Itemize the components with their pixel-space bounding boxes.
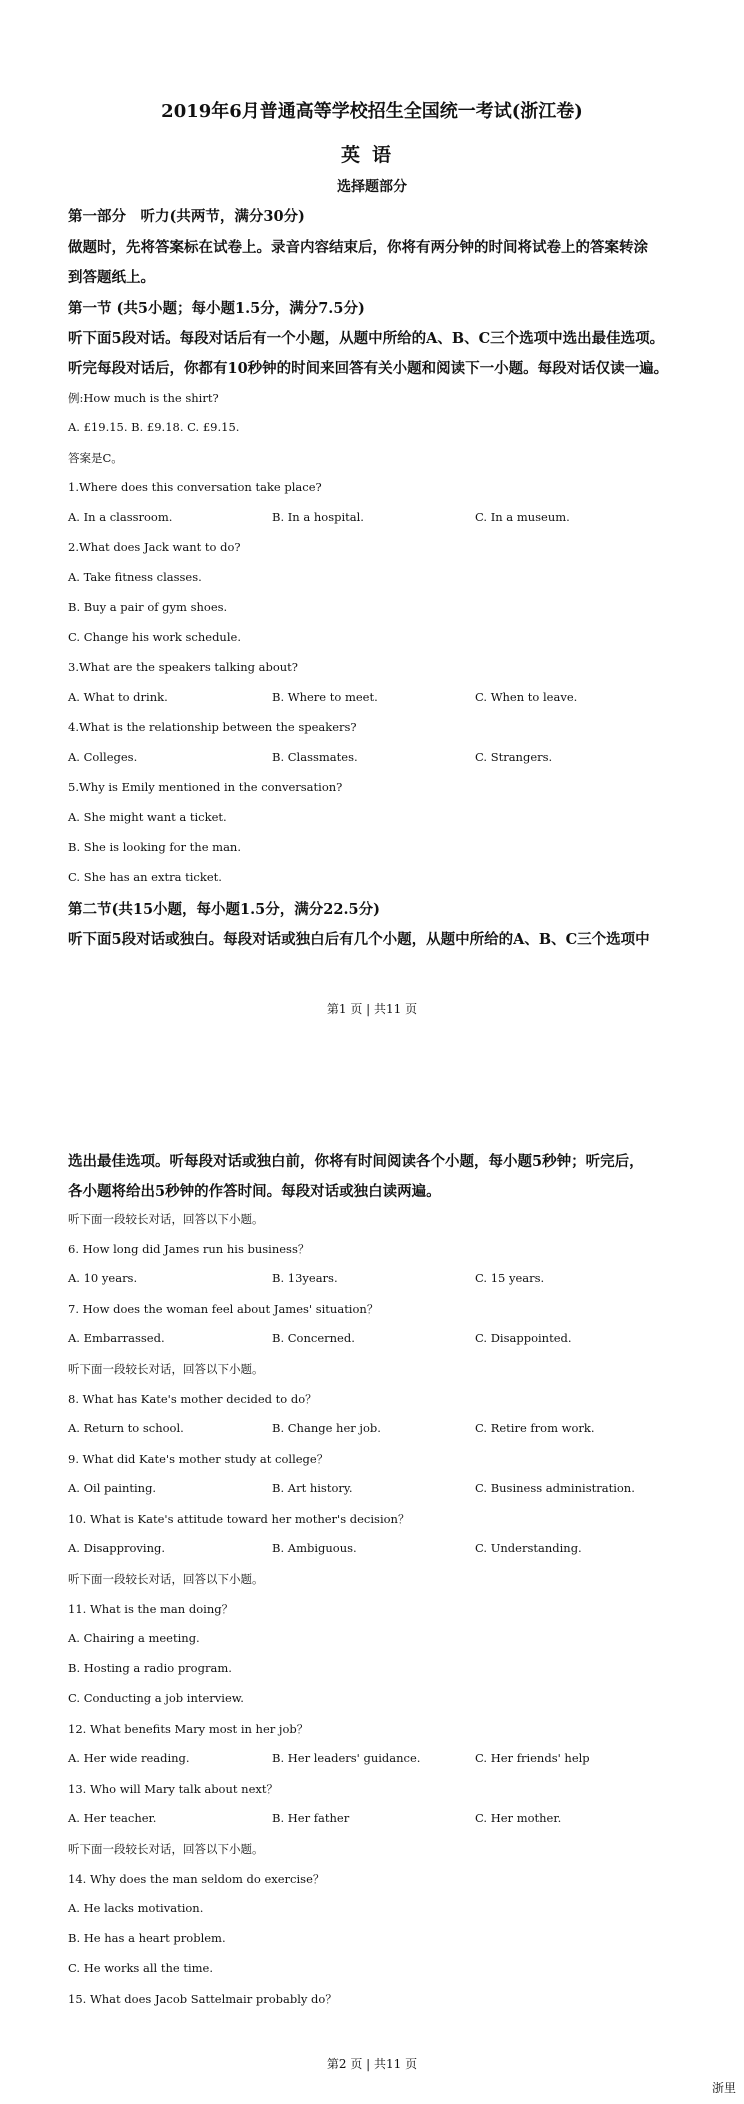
option-c: C. She has an extra ticket.: [68, 870, 222, 884]
question-text: 1.Where does this conversation take place?: [68, 480, 322, 494]
option-c: C. Change his work schedule.: [68, 630, 241, 644]
option-c: C. Conducting a job interview.: [68, 1691, 244, 1705]
example-question: 例:How much is the shirt?: [68, 391, 219, 405]
page-footer: 第2 页 | 共11 页: [326, 2057, 418, 2071]
part-label: 选择题部分: [337, 179, 407, 195]
question-text: 13. Who will Mary talk about next？: [68, 1782, 278, 1796]
option-c: C. Retire from work.: [475, 1421, 595, 1435]
option-c: C. Strangers.: [475, 750, 553, 764]
instruction-line: 到答题纸上。: [68, 269, 155, 286]
example-options: A. £19.15. B. £9.18. C. £9.15.: [68, 420, 240, 434]
option-b: B. Her father: [272, 1811, 350, 1825]
option-a: A. Oil painting.: [68, 1481, 157, 1495]
option-a: A. 10 years.: [68, 1271, 138, 1285]
question-text: 6. How long did James run his business？: [68, 1242, 310, 1256]
subsection1-heading: 第一节 (共5小题；每小题1.5分，满分7.5分): [68, 300, 365, 317]
option-b: B. Hosting a radio program.: [68, 1661, 232, 1675]
example-answer: 答案是C。: [68, 451, 123, 465]
page-2: [0, 1035, 744, 2104]
listen-instruction: 听下面一段较长对话，回答以下小题。: [68, 1212, 264, 1226]
option-b: B. 13years.: [272, 1271, 338, 1285]
option-a: A. Take fitness classes.: [68, 570, 202, 584]
option-b: B. Where to meet.: [272, 690, 378, 704]
option-a: A. He lacks motivation.: [68, 1901, 204, 1915]
option-b: B. Her leaders' guidance.: [272, 1751, 421, 1765]
corner-label: 浙里: [711, 2081, 736, 2095]
section1-heading: 第一部分 听力(共两节，满分30分): [68, 208, 305, 225]
option-a: A. Colleges.: [68, 750, 138, 764]
option-c: C. Her friends' help: [475, 1751, 590, 1765]
instruction-line: 听下面5段对话或独白。每段对话或独白后有几个小题，从题中所给的A、B、C三个选项中: [68, 931, 650, 948]
option-b: B. She is looking for the man.: [68, 840, 241, 854]
option-a: A. What to drink.: [68, 690, 168, 704]
option-a: A. Embarrassed.: [68, 1331, 165, 1345]
subsection2-heading: 第二节(共15小题，每小题1.5分，满分22.5分): [68, 901, 380, 918]
option-c: C. Her mother.: [475, 1811, 562, 1825]
question-text: 12. What benefits Mary most in her job？: [68, 1722, 309, 1736]
instruction-line: 各小题将给出5秒钟的作答时间。每段对话或独白读两遍。: [68, 1183, 441, 1200]
instruction-line: 做题时，先将答案标在试卷上。录音内容结束后，你将有两分钟的时间将试卷上的答案转涂: [68, 239, 648, 256]
question-text: 11. What is the man doing？: [68, 1602, 234, 1616]
instruction-line: 听下面5段对话。每段对话后有一个小题，从题中所给的A、B、C三个选项中选出最佳选项。: [68, 330, 665, 347]
page-1: [0, 0, 744, 1035]
option-c: C. Business administration.: [475, 1481, 635, 1495]
instruction-line: 听完每段对话后，你都有10秒钟的时间来回答有关小题和阅读下一小题。每段对话仅读一遍。: [68, 360, 669, 377]
option-a: A. Return to school.: [68, 1421, 184, 1435]
question-text: 8. What has Kate's mother decided to do？: [68, 1392, 317, 1406]
option-a: A. Chairing a meeting.: [68, 1631, 200, 1645]
option-b: B. Change her job.: [272, 1421, 381, 1435]
question-text: 10. What is Kate's attitude toward her mother's decision？: [68, 1512, 410, 1526]
listen-instruction: 听下面一段较长对话，回答以下小题。: [68, 1362, 264, 1376]
instruction-line: 选出最佳选项。听每段对话或独白前，你将有时间阅读各个小题，每小题5秒钟；听完后，: [68, 1153, 644, 1170]
option-b: B. Art history.: [272, 1481, 353, 1495]
option-b: B. Ambiguous.: [272, 1541, 357, 1555]
option-b: B. He has a heart problem.: [68, 1931, 226, 1945]
option-b: B. In a hospital.: [272, 510, 364, 524]
option-a: A. She might want a ticket.: [68, 810, 227, 824]
question-text: 14. Why does the man seldom do exercise？: [68, 1872, 325, 1886]
option-a: A. In a classroom.: [68, 510, 173, 524]
exam-title: 2019年6月普通高等学校招生全国统一考试(浙江卷): [161, 101, 583, 122]
option-c: C. In a museum.: [475, 510, 570, 524]
question-text: 9. What did Kate's mother study at college？: [68, 1452, 329, 1466]
option-b: B. Concerned.: [272, 1331, 355, 1345]
page-footer: 第1 页 | 共11 页: [326, 1002, 418, 1016]
option-c: C. Understanding.: [475, 1541, 582, 1555]
option-a: A. Her teacher.: [68, 1811, 157, 1825]
listen-instruction: 听下面一段较长对话，回答以下小题。: [68, 1842, 264, 1856]
option-a: A. Disapproving.: [68, 1541, 166, 1555]
question-text: 4.What is the relationship between the speakers?: [68, 720, 357, 734]
question-text: 3.What are the speakers talking about?: [68, 660, 298, 674]
option-c: C. When to leave.: [475, 690, 578, 704]
option-c: C. Disappointed.: [475, 1331, 572, 1345]
question-text: 5.Why is Emily mentioned in the conversation?: [68, 780, 343, 794]
option-b: B. Classmates.: [272, 750, 358, 764]
question-text: 15. What does Jacob Sattelmair probably do？: [68, 1992, 337, 2006]
subject-title: 英语: [340, 144, 403, 166]
option-c: C. He works all the time.: [68, 1961, 214, 1975]
question-text: 7. How does the woman feel about James' situation？: [68, 1302, 379, 1316]
option-b: B. Buy a pair of gym shoes.: [68, 600, 228, 614]
option-a: A. Her wide reading.: [68, 1751, 190, 1765]
listen-instruction: 听下面一段较长对话，回答以下小题。: [68, 1572, 264, 1586]
question-text: 2.What does Jack want to do?: [68, 540, 241, 554]
option-c: C. 15 years.: [475, 1271, 545, 1285]
